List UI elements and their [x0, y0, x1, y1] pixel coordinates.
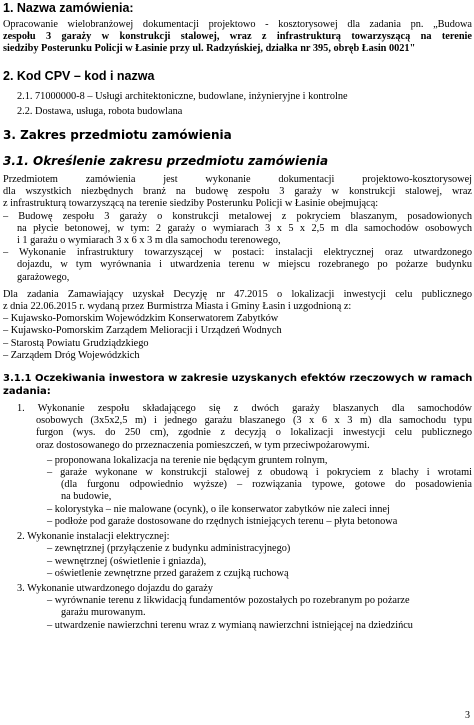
order-name-line-1: Opracowanie wielobranżowej dokumentacji projektowo - kosztorysowej dla zadania pn. „Budowa — [3, 19, 472, 30]
section-3-heading: 3. Zakres przedmiotu zamówienia — [3, 128, 232, 143]
expectation-1-line-4: oraz dostosowanego do przeznaczenia pomieszczeń, w tym przeciwpożarowymi. — [36, 439, 370, 451]
scope-bullet-line-6: garażowego, — [17, 271, 70, 283]
section-3-1-1-heading-line-1: 3.1.1 Oczekiwania inwestora w zakresie uzyskanych efektów rzeczowych w ramach — [3, 373, 472, 385]
expectation-1-sub-1: – proponowana lokalizacja na terenie nie będącym gruntem rolnym, — [47, 454, 328, 466]
scope-intro-line-1: Przedmiotem zamówienia jest wykonanie dokumentacji projektowo-kosztorysowej — [3, 174, 472, 186]
scope-bullet-line-2: na płycie betonowej, w tym: 2 garaży o wymiarach 3 x 5 x 2,5 m dla samochodów osobowych — [17, 222, 472, 234]
order-name-line-2: zespołu 3 garaży w konstrukcji stalowej, wraz z infrastrukturą towarzyszącą na terenie — [3, 31, 472, 43]
decision-line-2: z dnia 22.06.2015 r. wydaną przez Burmistrza Miasta i Gminy Łasin i uzgodnioną z: — [3, 301, 352, 313]
expectation-3-sub-2: garażu murowanym. — [61, 607, 146, 619]
scope-bullet-line-1: – Budowę zespołu 3 garaży o konstrukcji metalowej z pokryciem blaszanym, posadowionych — [3, 210, 472, 222]
expectation-2-sub-1: – zewnętrznej (przyłączenie z budynku administracyjnego) — [47, 543, 291, 555]
expectation-2-sub-2: – wewnętrznej (oświetlenie i gniazda), — [47, 555, 207, 567]
agency-item-4: – Zarządem Dróg Wojewódzkich — [3, 349, 140, 361]
scope-intro-line-2: dla wszystkich niezbędnych branż na budowę zespołu 3 garaży w konstrukcji stalowej, wraz — [3, 186, 472, 198]
expectation-1-line-1: 1. Wykonanie zespołu składającego się z dwóch garaży blaszanych dla samochodów — [17, 403, 472, 415]
expectation-1-sub-4: na budowie, — [61, 491, 112, 503]
expectation-2: 2. Wykonanie instalacji elektrycznej: — [17, 531, 170, 543]
order-name-line-3: siedziby Posterunku Policji w Łasinie przy ul. Radzyńskiej, działka nr 395, obręb Łasin 0021" — [3, 43, 416, 55]
section-2-heading: 2. Kod CPV – kod i nazwa — [3, 68, 155, 83]
expectation-1-sub-6: – podłoże pod garaże dostosowane do rzędnych istniejących terenu – płyta betonowa — [47, 515, 398, 527]
expectation-3: 3. Wykonanie utwardzonego dojazdu do garaży — [17, 582, 213, 594]
section-3-1-heading: 3.1. Określenie zakresu przedmiotu zamówienia — [3, 154, 329, 169]
decision-line-1: Dla zadania Zamawiający uzyskał Decyzję nr 47.2015 o lokalizacji inwestycji celu publicznego — [3, 288, 472, 300]
expectation-1-line-3: furgon (wys. do 250 cm), zgodnie z decyzją o lokalizacji inwestycji celu publicznego — [36, 427, 472, 439]
expectation-3-sub-3: – utwardzenie nawierzchni terenu wraz z wymianą nawierzchni istniejącej na dziedzińcu — [47, 619, 413, 631]
agency-item-3: – Starostą Powiatu Grudziądzkiego — [3, 337, 149, 349]
cpv-item-1: 2.1. 71000000-8 – Usługi architektoniczne, budowlane, inżynieryjne i kontrolne — [17, 90, 348, 102]
scope-intro-line-3: z infrastrukturą towarzyszącą na terenie siedziby Posterunku Policji w Łasinie obejmującą: — [3, 198, 379, 210]
scope-bullet-line-5: dojazdu, w tym wyrównania i utwardzenia terenu w miejscu rozebranego po pożarze budynku — [17, 259, 472, 271]
cpv-item-2: 2.2. Dostawa, usługa, robota budowlana — [17, 105, 183, 117]
agency-item-2: – Kujawsko-Pomorskim Zarządem Melioracji i Urządzeń Wodnych — [3, 325, 282, 337]
agency-item-1: – Kujawsko-Pomorskim Wojewódzkim Konserwatorem Zabytków — [3, 313, 279, 325]
scope-bullet-line-4: – Wykonanie infrastruktury towarzyszącej w postaci: instalacji elektrycznej oraz utwardzonego — [3, 247, 472, 259]
section-3-1-1-heading-line-2: zadania: — [3, 385, 51, 397]
expectation-1-line-2: osobowych (3x5x2,5 m) i jednego garażu blaszanego (3 x 6 x 3 m) dla samochodu typu — [36, 415, 472, 427]
page-number: 3 — [465, 710, 470, 721]
scope-bullet-line-3: i 1 garażu o wymiarach 3 x 6 x 3 m dla samochodu terenowego, — [17, 235, 281, 247]
expectation-3-sub-1: – wyrównanie terenu z likwidacją fundamentów pozostałych po rozebranym po pożarze — [47, 595, 410, 607]
expectation-2-sub-3: – oświetlenie zewnętrzne przed garażem z czujką ruchową — [47, 567, 289, 579]
expectation-1-sub-5: – kolorystyka – nie malowane (ocynk), o ile konserwator zabytków nie zaleci innej — [47, 503, 390, 515]
expectation-1-sub-3: (dla furgonu odpowiednio wyższe) – rozwiązania typowe, gotowe do posadowienia — [61, 479, 472, 491]
section-1-heading: 1. Nazwa zamówienia: — [3, 1, 134, 15]
expectation-1-sub-2: – garaże wykonane w konstrukcji stalowej z obudową i pokryciem z blachy i wrotami — [47, 467, 472, 479]
